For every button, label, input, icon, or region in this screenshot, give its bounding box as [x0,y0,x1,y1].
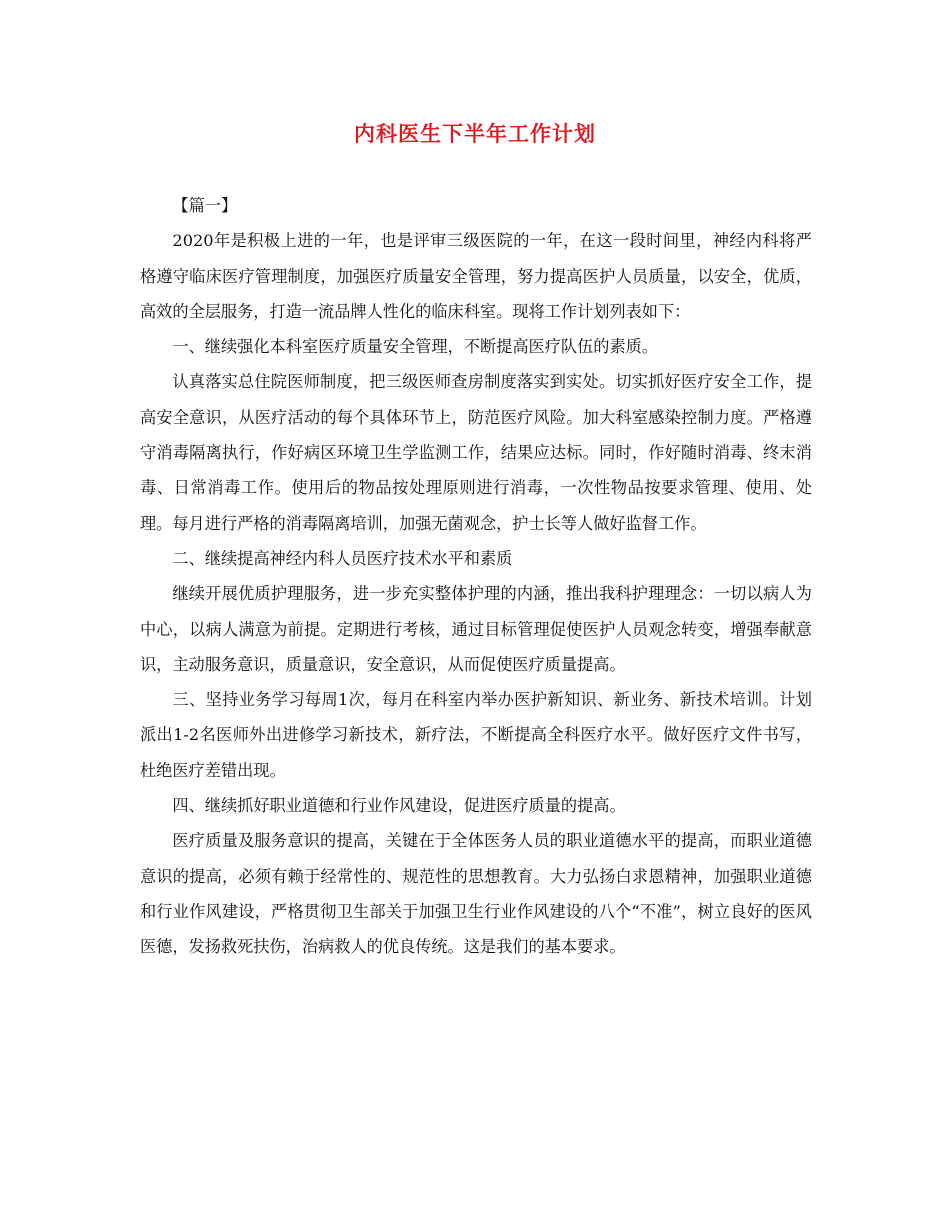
intro-paragraph: 2020年是积极上进的一年，也是评审三级医院的一年，在这一段时间里，神经内科将严格遵守临床医疗管理制度，加强医疗质量安全管理，努力提高医护人员质量，以安全，优质，高效的全层服务，打造一流品牌人性化的临床科室。现将工作计划列表如下： [140,231,812,321]
document-title: 内科医生下半年工作计划 [354,121,596,146]
section-heading-1: 一、继续强化本科室医疗质量安全管理，不断提高医疗队伍的素质。 [172,337,659,357]
section-heading-4: 四、继续抓好职业道德和行业作风建设，促进医疗质量的提高。 [172,796,626,816]
section-4-paragraph: 医疗质量及服务意识的提高，关键在于全体医务人员的职业道德水平的提高，而职业道德意识的提高，必须有赖于经常性的、规范性的思想教育。大力弘扬白求恩精神，加强职业道德和行业作风建设，严格贯彻卫生部关于加强卫生行业作风建设的八个“不准”，树立良好的医风医德，发扬救死扶伤，治病救人的优良传统。这是我们的基本要求。 [140,831,812,957]
section-heading-3: 三、坚持业务学习每周1次，每月在科室内举办医护新知识、新业务、新技术培训。计划派出1-2名医师外出进修学习新技术，新疗法，不断提高全科医疗水平。做好医疗文件书写，杜绝医疗差错出现。 [140,690,812,780]
section-heading-2: 二、继续提高神经内科人员医疗技术水平和素质 [172,548,513,568]
document-body [140,188,812,965]
section-1-paragraph: 认真落实总住院医师制度，把三级医师查房制度落实到实处。切实抓好医疗安全工作，提高安全意识，从医疗活动的每个具体环节上，防范医疗风险。加大科室感染控制力度。严格遵守消毒隔离执行，作好病区环境卫生学监测工作，结果应达标。同时，作好随时消毒、终末消毒、日常消毒工作。使用后的物品按处理原则进行消毒，一次性物品按要求管理、使用、处理。每月进行严格的消毒隔离培训，加强无菌观念，护士长等人做好监督工作。 [140,372,812,533]
section-2-paragraph: 继续开展优质护理服务，进一步充实整体护理的内涵，推出我科护理理念：一切以病人为中心，以病人满意为前提。定期进行考核，通过目标管理促使医护人员观念转变，增强奉献意识，主动服务意识，质量意识，安全意识，从而促使医疗质量提高。 [140,584,812,674]
section-marker: 【篇一】 [172,196,238,215]
